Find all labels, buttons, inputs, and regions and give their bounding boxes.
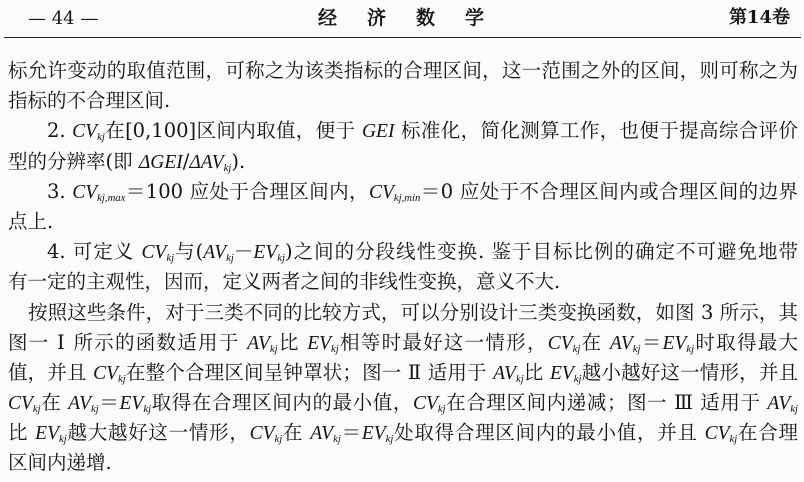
math-subscript: kj	[277, 252, 285, 265]
text-run: 与(	[174, 240, 204, 264]
math-variable-symbol: CV	[412, 393, 438, 415]
math-subscript: kj,max	[97, 191, 126, 204]
text-line	[8, 298, 798, 328]
math-variable	[72, 121, 105, 142]
text-run: ).	[231, 149, 246, 173]
math-variable	[8, 393, 41, 414]
paragraph	[8, 56, 798, 116]
math-variable	[139, 152, 183, 173]
math-subscript: kj	[331, 342, 339, 355]
text-run: 有一定的主观性，因而，定义两者之间的非线性变换，意义不大.	[8, 270, 561, 294]
text-run: 点上.	[8, 209, 54, 233]
math-subscript: kj	[632, 342, 641, 355]
text-run: ＝	[340, 421, 362, 445]
math-variable-symbol: ΔGEI	[138, 151, 183, 173]
math-variable	[548, 333, 581, 354]
math-variable	[663, 333, 695, 354]
text-run: 标允许变动的取值范围，可称之为该类指标的合理区间，这一范围之外的区间，则可称之为	[8, 59, 798, 82]
text-run: ＝100 应处于合理区间内，	[125, 179, 369, 203]
text-run: 在	[40, 391, 69, 415]
math-variable-symbol: CV	[368, 181, 394, 203]
math-variable-symbol: CV	[249, 423, 275, 445]
math-variable	[362, 121, 395, 142]
paragraph	[8, 298, 798, 479]
math-subscript: kj	[686, 342, 695, 355]
header-rule	[4, 37, 801, 38]
page-number: — 44 —	[28, 8, 99, 29]
math-subscript: kj	[91, 403, 99, 416]
math-variable	[610, 333, 641, 354]
math-variable-symbol: CV	[704, 423, 730, 445]
text-run: 取得在合理区间内的最小值，	[151, 391, 413, 415]
math-variable	[705, 423, 738, 444]
text-line	[8, 116, 798, 146]
math-variable	[142, 242, 175, 263]
math-variable-symbol: EV	[662, 332, 687, 354]
text-line	[8, 267, 798, 297]
math-subscript: kj	[118, 373, 126, 386]
math-subscript: kj	[437, 403, 446, 416]
math-subscript: kj	[515, 373, 524, 386]
math-subscript: kj	[274, 433, 283, 446]
text-line	[8, 328, 798, 358]
math-variable-symbol: EV	[361, 423, 386, 445]
math-variable-symbol: CV	[72, 181, 98, 203]
math-variable	[247, 333, 278, 354]
math-subscript: kj	[572, 342, 581, 355]
text-run: 时取得最大	[694, 330, 798, 354]
text-run: 相等时最好这一情形，	[338, 330, 548, 354]
text-run: 越大越好这一情形，	[66, 421, 250, 445]
math-variable-symbol: EV	[253, 242, 278, 264]
text-run: ＝0 应处于不合理区间内或合理区间的边界	[420, 179, 798, 203]
text-run: 在	[282, 421, 311, 445]
math-variable	[369, 182, 420, 203]
text-run: 处取得合理区间内的最小值，并且	[393, 421, 705, 445]
math-variable	[72, 182, 125, 203]
math-variable	[119, 393, 151, 414]
math-variable-symbol: CV	[547, 332, 573, 354]
math-variable-symbol: ΔAV	[189, 151, 224, 173]
text-run: 值，并且	[8, 360, 94, 384]
math-variable-symbol: AV	[203, 242, 227, 264]
math-variable	[310, 423, 341, 444]
math-subscript: kj	[729, 433, 738, 446]
math-variable-symbol: GEI	[361, 121, 395, 143]
text-run: 3.	[47, 179, 73, 203]
math-variable	[767, 393, 798, 414]
math-variable	[35, 423, 67, 444]
math-variable	[362, 423, 394, 444]
text-run: －	[233, 240, 254, 264]
math-subscript: kj	[790, 403, 798, 416]
text-run: ＝	[640, 330, 663, 354]
math-variable	[93, 363, 126, 384]
text-run: 标准化，简化测算工作，也便于提高综合评价	[401, 119, 798, 143]
math-variable-symbol: CV	[8, 393, 33, 415]
math-variable-symbol: AV	[310, 423, 334, 445]
text-run: 在[0,100]区间内取值，便于	[104, 119, 362, 143]
text-run: 图一 Ⅰ 所示的函数适用于	[8, 330, 248, 354]
math-subscript: kj	[333, 433, 341, 446]
text-run: 2.	[47, 119, 73, 143]
text-run: 在合理	[737, 421, 798, 445]
text-run: 型的分辨率(即	[8, 149, 139, 173]
math-variable-symbol: AV	[609, 332, 633, 354]
math-variable	[68, 393, 99, 414]
math-subscript: kj	[59, 433, 67, 446]
math-variable-symbol: AV	[493, 362, 516, 384]
text-run: 在合理区间内递减；图一 Ⅲ 适用于	[445, 391, 768, 415]
math-variable-symbol: CV	[72, 121, 98, 143]
math-variable-symbol: EV	[307, 332, 332, 354]
journal-title: 经济数学	[318, 7, 515, 29]
text-line	[8, 207, 798, 237]
math-subscript: kj	[143, 403, 152, 416]
text-run: 区间内递增.	[8, 451, 112, 475]
list-item-2	[8, 116, 798, 176]
math-variable	[307, 333, 339, 354]
math-subscript: kj	[269, 342, 278, 355]
math-subscript: kj	[223, 161, 232, 174]
math-subscript: kj	[226, 252, 234, 265]
math-variable-symbol: EV	[119, 393, 144, 415]
text-line	[8, 418, 798, 448]
math-variable	[550, 363, 582, 384]
math-variable	[250, 423, 283, 444]
text-line	[8, 147, 798, 177]
math-variable	[413, 393, 446, 414]
math-variable	[253, 242, 285, 263]
text-run: )之间的分段线性变换. 鉴于目标比例的确定不可避免地带	[284, 240, 798, 264]
math-variable	[493, 363, 524, 384]
math-subscript: kj	[166, 252, 175, 265]
volume-label: 第14卷	[728, 7, 790, 28]
text-run: 在整个合理区间呈钟罩状；图一 Ⅱ 适用于	[125, 360, 494, 384]
text-line	[8, 448, 798, 478]
text-run: 比	[523, 360, 550, 384]
text-line	[8, 358, 798, 388]
text-line	[8, 237, 798, 267]
text-run: ＝	[98, 391, 120, 415]
text-line	[8, 56, 798, 86]
text-run: 指标的不合理区间.	[8, 89, 171, 113]
math-variable-symbol: AV	[68, 393, 92, 415]
math-variable-symbol: EV	[35, 423, 59, 445]
math-variable-symbol: EV	[549, 362, 574, 384]
text-run: 按照这些条件，对于三类不同的比较方式，可以分别设计三类变换函数，如图 3 所示，其	[28, 300, 798, 324]
math-variable-symbol: CV	[141, 242, 167, 264]
math-subscript: kj	[32, 403, 41, 416]
math-variable	[189, 152, 231, 173]
text-line	[8, 388, 798, 418]
text-run: 比	[8, 421, 36, 445]
list-item-4	[8, 237, 798, 297]
math-subscript: kj	[385, 433, 394, 446]
text-run: 在	[580, 330, 610, 354]
math-subscript: kj,min	[393, 191, 421, 204]
text-run: 4. 可定义	[47, 240, 142, 264]
list-item-3	[8, 177, 798, 237]
math-variable	[203, 242, 234, 263]
math-subscript: kj	[573, 373, 582, 386]
math-subscript: kj	[97, 131, 105, 144]
math-variable-symbol: AV	[767, 393, 791, 415]
math-variable-symbol: CV	[93, 362, 119, 384]
text-run: 比	[277, 330, 308, 354]
text-run: /	[182, 149, 190, 173]
text-line	[8, 177, 798, 207]
math-variable-symbol: AV	[247, 332, 270, 354]
text-line	[8, 86, 798, 116]
article-body	[8, 56, 798, 479]
text-run: 越小越好这一情形，并且	[581, 360, 798, 384]
